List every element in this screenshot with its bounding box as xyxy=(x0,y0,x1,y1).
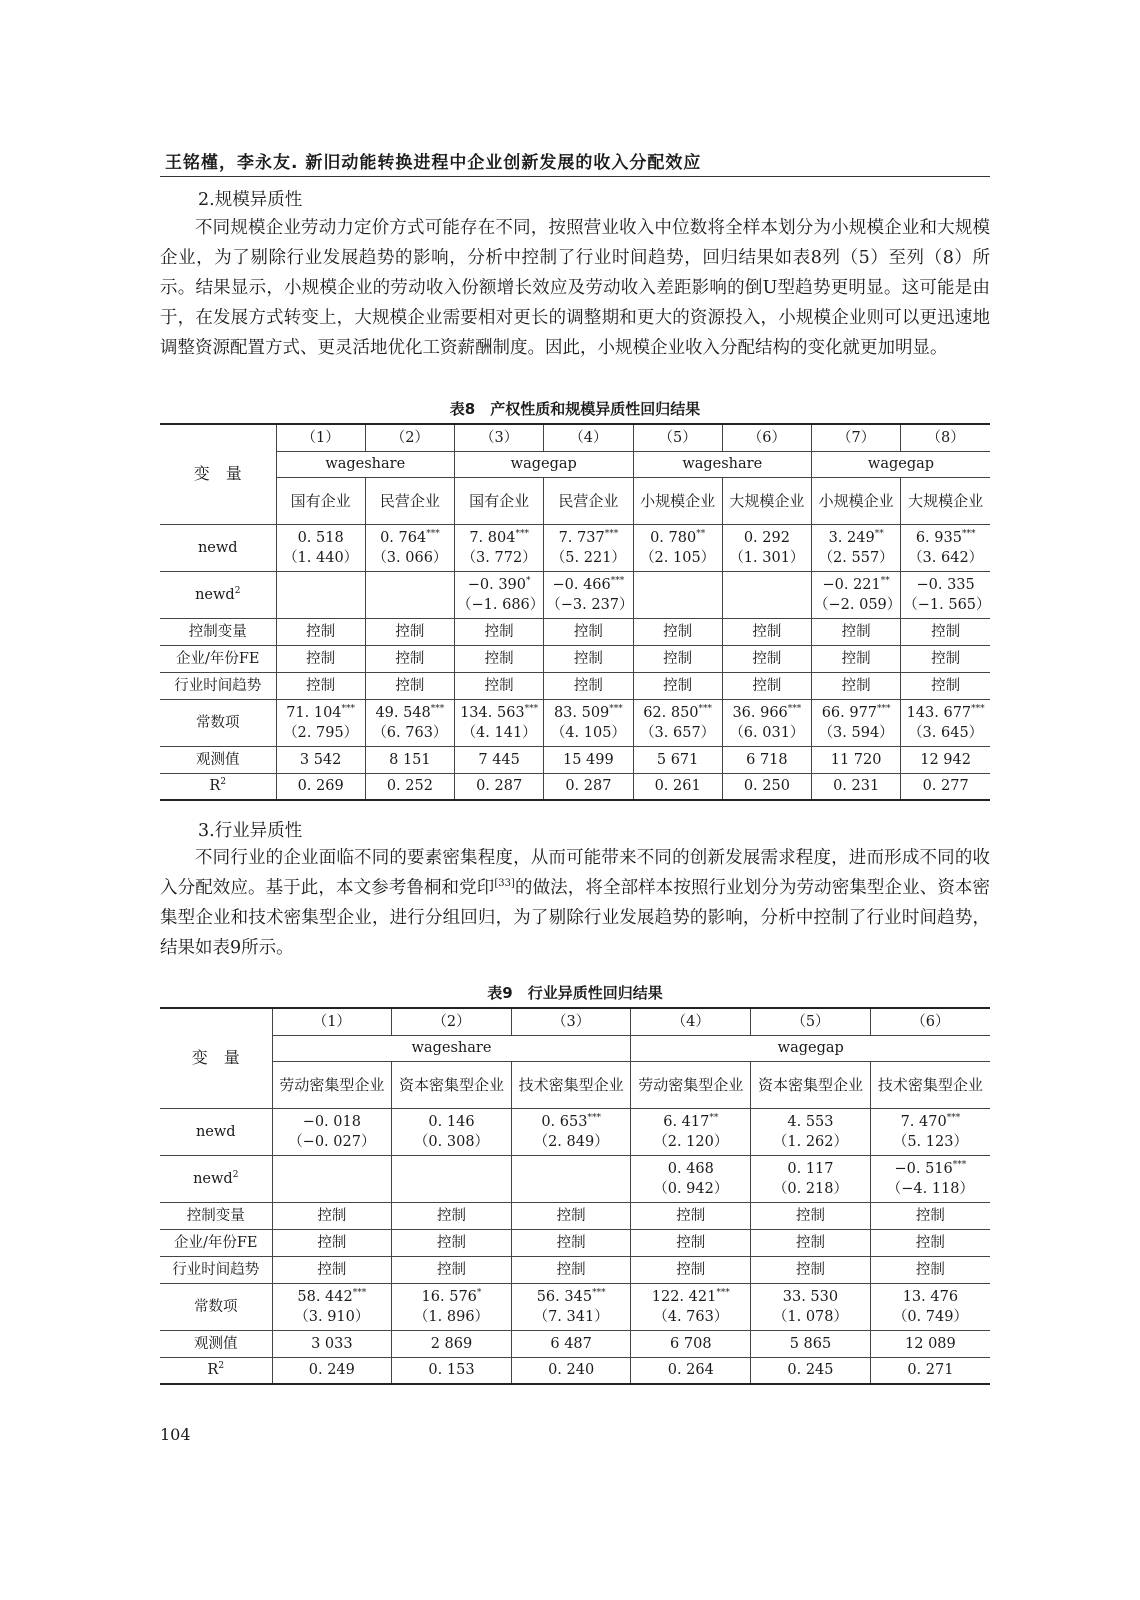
control-cell: 控制 xyxy=(455,618,544,645)
row-label-newd: newd xyxy=(160,1108,272,1155)
table8 xyxy=(160,423,990,801)
coef-cell xyxy=(633,571,722,618)
coef-cell: 0. 117 （0. 218） xyxy=(751,1155,871,1202)
value-cell: 0. 271 xyxy=(870,1357,990,1384)
control-cell: 控制 xyxy=(722,645,811,672)
control-cell: 控制 xyxy=(544,645,633,672)
control-cell: 控制 xyxy=(392,1256,512,1283)
col-number: （5） xyxy=(751,1008,871,1035)
value-cell: 0. 249 xyxy=(272,1357,392,1384)
section3-body-a: 不同行业的企业面临不同的要素密集程度，从而可能带来不同的创新发展需求程度，进而形成不同的收入分配效应。基于此，本文参考鲁桐和党印 xyxy=(160,848,990,898)
control-cell: 控制 xyxy=(272,1202,392,1229)
control-cell: 控制 xyxy=(751,1229,871,1256)
coef-cell: 71. 104*** （2. 795） xyxy=(276,699,365,746)
control-cell: 控制 xyxy=(812,672,901,699)
value-cell: 11 720 xyxy=(812,746,901,773)
col-number: （5） xyxy=(633,424,722,451)
value-cell: 5 671 xyxy=(633,746,722,773)
row-label-controls: 控制变量 xyxy=(160,618,276,645)
coef-cell: 16. 576* （1. 896） xyxy=(392,1283,512,1330)
col-number: （7） xyxy=(812,424,901,451)
coef-cell: 83. 509*** （4. 105） xyxy=(544,699,633,746)
col-number: （1） xyxy=(276,424,365,451)
control-cell: 控制 xyxy=(365,645,454,672)
coef-cell: 13. 476 （0. 749） xyxy=(870,1283,990,1330)
value-cell: 0. 261 xyxy=(633,773,722,800)
value-cell: 15 499 xyxy=(544,746,633,773)
group-header: wageshare xyxy=(272,1035,631,1061)
row-label-newd2: newd$^2$ xyxy=(160,1155,272,1202)
subgroup-header: 大规模企业 xyxy=(722,477,811,524)
coef-cell: −0. 466*** （−3. 237） xyxy=(544,571,633,618)
col-number: （3） xyxy=(511,1008,631,1035)
control-cell: 控制 xyxy=(870,1202,990,1229)
coef-cell xyxy=(365,571,454,618)
control-cell: 控制 xyxy=(901,618,990,645)
value-cell: 5 865 xyxy=(751,1330,871,1357)
coef-cell xyxy=(276,571,365,618)
coef-cell: 3. 249** （2. 557） xyxy=(812,524,901,571)
subgroup-header: 资本密集型企业 xyxy=(392,1061,512,1108)
subgroup-header: 国有企业 xyxy=(455,477,544,524)
control-cell: 控制 xyxy=(511,1256,631,1283)
col-number: （1） xyxy=(272,1008,392,1035)
control-cell: 控制 xyxy=(870,1256,990,1283)
row-label-constant: 常数项 xyxy=(160,1283,272,1330)
control-cell: 控制 xyxy=(455,645,544,672)
section2-title: 2.规模异质性 xyxy=(198,190,303,210)
coef-cell: −0. 335 （−1. 565） xyxy=(901,571,990,618)
table9-caption: 表9 行业异质性回归结果 xyxy=(487,984,663,1002)
coef-cell: 0. 292 （1. 301） xyxy=(722,524,811,571)
value-cell: 2 869 xyxy=(392,1330,512,1357)
control-cell: 控制 xyxy=(392,1202,512,1229)
control-cell: 控制 xyxy=(751,1202,871,1229)
col-number: （6） xyxy=(870,1008,990,1035)
coef-cell xyxy=(722,571,811,618)
subgroup-header: 大规模企业 xyxy=(901,477,990,524)
subgroup-header: 技术密集型企业 xyxy=(870,1061,990,1108)
control-cell: 控制 xyxy=(631,1256,751,1283)
group-header: wagegap xyxy=(455,451,634,477)
value-cell: 6 708 xyxy=(631,1330,751,1357)
control-cell: 控制 xyxy=(901,645,990,672)
subgroup-header: 技术密集型企业 xyxy=(511,1061,631,1108)
subgroup-header: 资本密集型企业 xyxy=(751,1061,871,1108)
row-label-observations: 观测值 xyxy=(160,1330,272,1357)
row-label-newd: newd xyxy=(160,524,276,571)
control-cell: 控制 xyxy=(631,1229,751,1256)
coef-cell: 7. 737*** （5. 221） xyxy=(544,524,633,571)
subgroup-header: 国有企业 xyxy=(276,477,365,524)
section3-citation: [33] xyxy=(494,878,515,890)
coef-cell: 66. 977*** （3. 594） xyxy=(812,699,901,746)
coef-cell: 49. 548*** （6. 763） xyxy=(365,699,454,746)
control-cell: 控制 xyxy=(511,1229,631,1256)
coef-cell: −0. 221** （−2. 059） xyxy=(812,571,901,618)
coef-cell: 0. 653*** （2. 849） xyxy=(511,1108,631,1155)
control-cell: 控制 xyxy=(901,672,990,699)
control-cell: 控制 xyxy=(870,1229,990,1256)
coef-cell: 4. 553 （1. 262） xyxy=(751,1108,871,1155)
value-cell: 0. 264 xyxy=(631,1357,751,1384)
running-head: 王铭槿，李永友. 新旧动能转换进程中企业创新发展的收入分配效应 xyxy=(165,153,702,173)
col-number: （4） xyxy=(544,424,633,451)
row-label-fe: 企业/年份FE xyxy=(160,1229,272,1256)
coef-cell: −0. 018 （−0. 027） xyxy=(272,1108,392,1155)
row-label-observations: 观测值 xyxy=(160,746,276,773)
table8-caption: 表8 产权性质和规模异质性回归结果 xyxy=(449,400,701,418)
control-cell: 控制 xyxy=(722,618,811,645)
control-cell: 控制 xyxy=(276,645,365,672)
coef-cell: 58. 442*** （3. 910） xyxy=(272,1283,392,1330)
value-cell: 0. 252 xyxy=(365,773,454,800)
col-number: （8） xyxy=(901,424,990,451)
coef-cell: −0. 390* （−1. 686） xyxy=(455,571,544,618)
coef-cell: 143. 677*** （3. 645） xyxy=(901,699,990,746)
control-cell: 控制 xyxy=(751,1256,871,1283)
coef-cell: 56. 345*** （7. 341） xyxy=(511,1283,631,1330)
section3-body-b: 的做法，将全部样本按照行业划分为劳动密集型企业、资本密集型企业和技术密集型企业，进行分组回归，为了剔除行业发展趋势的影响，分析中控制了行业时间趋势，结果如表9所示。 xyxy=(160,878,991,958)
page-number: 104 xyxy=(160,1425,191,1444)
control-cell: 控制 xyxy=(455,672,544,699)
subgroup-header: 小规模企业 xyxy=(812,477,901,524)
coef-cell: 33. 530 （1. 078） xyxy=(751,1283,871,1330)
coef-cell: 7. 804*** （3. 772） xyxy=(455,524,544,571)
subgroup-header: 劳动密集型企业 xyxy=(631,1061,751,1108)
control-cell: 控制 xyxy=(722,672,811,699)
value-cell: 0. 240 xyxy=(511,1357,631,1384)
coef-cell xyxy=(511,1155,631,1202)
coef-cell: 134. 563*** （4. 141） xyxy=(455,699,544,746)
control-cell: 控制 xyxy=(272,1229,392,1256)
value-cell: 0. 245 xyxy=(751,1357,871,1384)
value-cell: 3 542 xyxy=(276,746,365,773)
control-cell: 控制 xyxy=(812,645,901,672)
control-cell: 控制 xyxy=(276,618,365,645)
coef-cell: 36. 966*** （6. 031） xyxy=(722,699,811,746)
row-label-r2: $R^2$ xyxy=(160,773,276,800)
coef-cell: 0. 780** （2. 105） xyxy=(633,524,722,571)
row-label-r2: $R^2$ xyxy=(160,1357,272,1384)
control-cell: 控制 xyxy=(633,645,722,672)
control-cell: 控制 xyxy=(392,1229,512,1256)
col-number: （2） xyxy=(392,1008,512,1035)
subgroup-header: 民营企业 xyxy=(544,477,633,524)
control-cell: 控制 xyxy=(544,672,633,699)
group-header: wagegap xyxy=(631,1035,990,1061)
value-cell: 0. 269 xyxy=(276,773,365,800)
section3-title: 3.行业异质性 xyxy=(198,821,303,841)
row-label-newd2: newd$^2$ xyxy=(160,571,276,618)
control-cell: 控制 xyxy=(365,618,454,645)
group-header: wageshare xyxy=(633,451,812,477)
value-cell: 0. 250 xyxy=(722,773,811,800)
value-cell: 12 942 xyxy=(901,746,990,773)
coef-cell: 7. 470*** （5. 123） xyxy=(870,1108,990,1155)
section2-body: 不同规模企业劳动力定价方式可能存在不同，按照营业收入中位数将全样本划分为小规模企业和大规模企业，为了剔除行业发展趋势的影响，分析中控制了行业时间趋势，回归结果如表8列（5）至列（8）所示。结果显示，小规模企业的劳动收入份额增长效应及劳动收入差距影响的倒U型趋势更明显。这可能是由于，在发展方式转变上，大规模企业需要相对更长的调整期和更大的资源投入，小规模企业则可以更迅速地调整资源配置方式、更灵活地优化工资薪酬制度。因此，小规模企业收入分配结构的变化就更加明显。 xyxy=(160,218,990,358)
control-cell: 控制 xyxy=(511,1202,631,1229)
value-cell: 6 487 xyxy=(511,1330,631,1357)
control-cell: 控制 xyxy=(272,1256,392,1283)
table9-var-header: 变 量 xyxy=(160,1008,272,1108)
coef-cell: 6. 935*** （3. 642） xyxy=(901,524,990,571)
coef-cell: 0. 518 （1. 440） xyxy=(276,524,365,571)
value-cell: 3 033 xyxy=(272,1330,392,1357)
col-number: （2） xyxy=(365,424,454,451)
row-label-trend: 行业时间趋势 xyxy=(160,672,276,699)
coef-cell xyxy=(272,1155,392,1202)
coef-cell xyxy=(392,1155,512,1202)
header-rule xyxy=(160,176,990,177)
control-cell: 控制 xyxy=(631,1202,751,1229)
value-cell: 0. 277 xyxy=(901,773,990,800)
value-cell: 6 718 xyxy=(722,746,811,773)
col-number: （3） xyxy=(455,424,544,451)
value-cell: 7 445 xyxy=(455,746,544,773)
control-cell: 控制 xyxy=(633,618,722,645)
table8-var-header: 变 量 xyxy=(160,424,276,524)
row-label-constant: 常数项 xyxy=(160,699,276,746)
value-cell: 0. 287 xyxy=(544,773,633,800)
group-header: wageshare xyxy=(276,451,455,477)
value-cell: 12 089 xyxy=(870,1330,990,1357)
control-cell: 控制 xyxy=(544,618,633,645)
coef-cell: 122. 421*** （4. 763） xyxy=(631,1283,751,1330)
section3-body xyxy=(160,843,990,963)
row-label-trend: 行业时间趋势 xyxy=(160,1256,272,1283)
subgroup-header: 民营企业 xyxy=(365,477,454,524)
coef-cell: −0. 516*** （−4. 118） xyxy=(870,1155,990,1202)
subgroup-header: 劳动密集型企业 xyxy=(272,1061,392,1108)
row-label-controls: 控制变量 xyxy=(160,1202,272,1229)
subgroup-header: 小规模企业 xyxy=(633,477,722,524)
group-header: wagegap xyxy=(812,451,991,477)
table9 xyxy=(160,1007,990,1385)
coef-cell: 0. 468 （0. 942） xyxy=(631,1155,751,1202)
value-cell: 0. 231 xyxy=(812,773,901,800)
col-number: （6） xyxy=(722,424,811,451)
value-cell: 0. 153 xyxy=(392,1357,512,1384)
value-cell: 0. 287 xyxy=(455,773,544,800)
coef-cell: 0. 146 （0. 308） xyxy=(392,1108,512,1155)
col-number: （4） xyxy=(631,1008,751,1035)
row-label-fe: 企业/年份FE xyxy=(160,645,276,672)
coef-cell: 62. 850*** （3. 657） xyxy=(633,699,722,746)
coef-cell: 0. 764*** （3. 066） xyxy=(365,524,454,571)
coef-cell: 6. 417** （2. 120） xyxy=(631,1108,751,1155)
control-cell: 控制 xyxy=(276,672,365,699)
control-cell: 控制 xyxy=(365,672,454,699)
value-cell: 8 151 xyxy=(365,746,454,773)
control-cell: 控制 xyxy=(633,672,722,699)
control-cell: 控制 xyxy=(812,618,901,645)
